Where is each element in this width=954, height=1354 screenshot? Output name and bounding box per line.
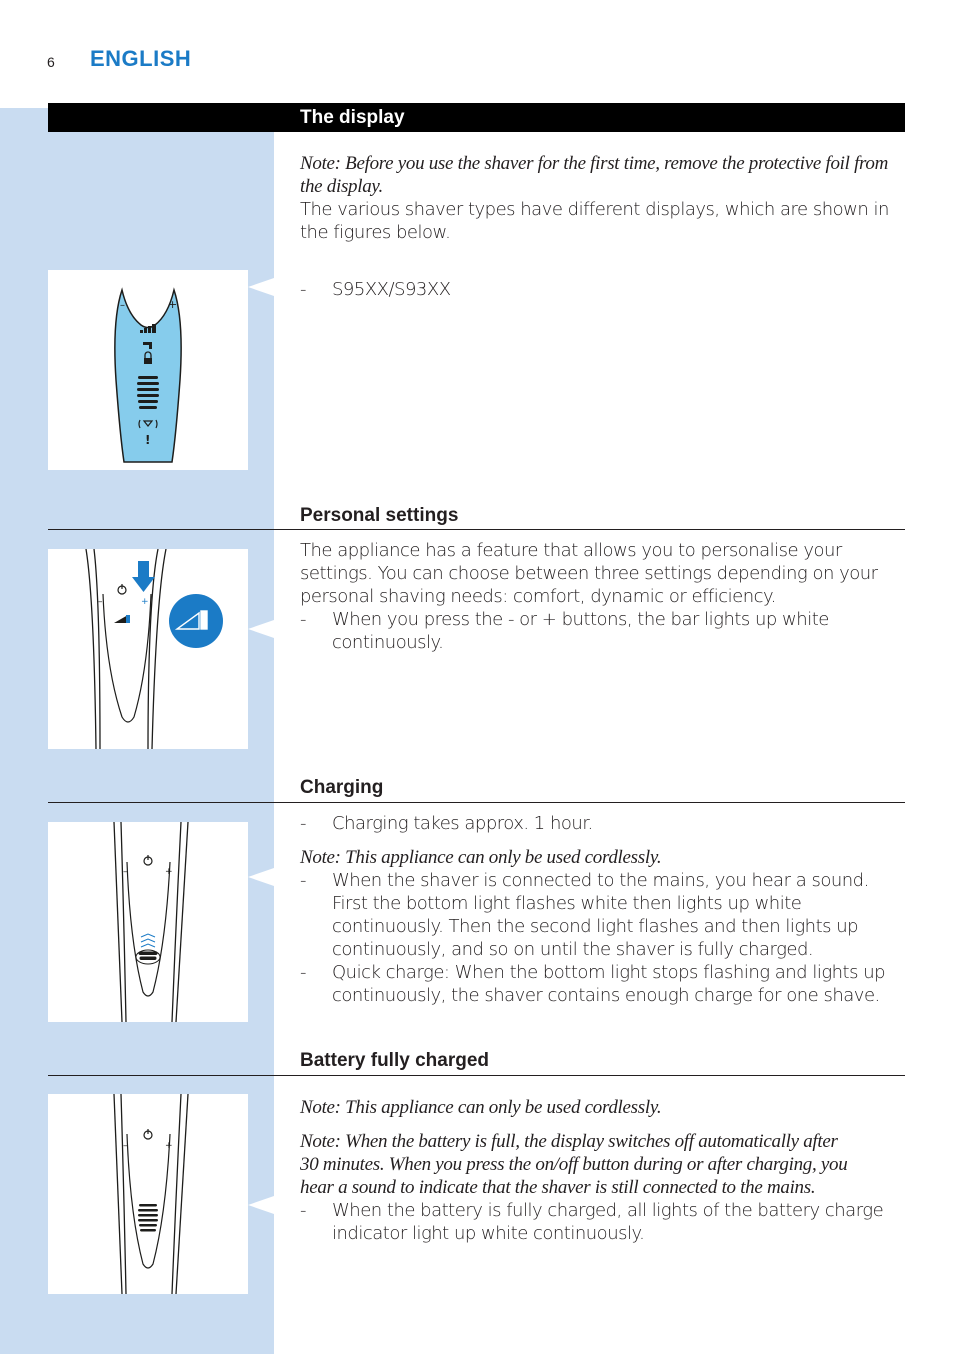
battery-heading: Battery fully charged [300,1050,489,1071]
charging-figure [48,822,248,1022]
power-icon [118,584,126,594]
shaver-display-illustration [48,270,248,470]
charging-figure-pointer [248,868,274,886]
minus-icon: – [98,597,103,607]
plus-icon: + [141,597,149,607]
display-note: Note: Before you use the shaver for the first time, remove the protective foil from the display. [300,153,889,197]
language-title: ENGLISH [90,46,192,71]
shaver-settings-illustration [48,549,248,749]
personal-heading: Personal settings [300,505,459,526]
battery-rule [48,1075,905,1076]
charging-bullet-1-text: Charging takes approx. 1 hour. [332,813,593,834]
battery-note-1: Note: This appliance can only be used cordlessly. [300,1097,662,1118]
bullet-dash: - [300,870,306,891]
bullet-dash: - [300,279,306,300]
charging-bullet-3 [300,961,906,1007]
charging-heading: Charging [300,777,384,798]
charging-text-block [300,812,906,1007]
display-figure-pointer [248,278,274,296]
battery-text-block [300,1096,906,1245]
personal-paragraph: The appliance has a feature that allows you to personalise your settings. You can choose between three settings depending on your personal shaving needs: comfort, dynamic or efficiency. [300,540,878,607]
bullet-dash: - [300,962,306,983]
full-battery-icon [138,1204,158,1232]
personal-bullet [300,608,906,654]
down-arrow-icon [132,561,155,592]
setting-bars-icon [114,615,130,623]
battery-figure-pointer [248,1196,274,1214]
power-icon [144,1129,152,1139]
page-number: 6 [47,54,55,70]
personal-bullet-text: When you press the - or + buttons, the bar lights up white continuously. [332,609,829,653]
charging-bullet-2-text: When the shaver is connected to the mains, you hear a sound. First the bottom light flashes white then lights up white continuously. Then the second light flashes and then lights up continuously, and so on until the shaver is fully charged. [332,870,869,960]
display-text-block [300,152,906,244]
bullet-dash: - [300,609,306,630]
charging-bullet-3-text: Quick charge: When the bottom light stops flashing and lights up continuously, the shaver contains enough charge for one shave. [332,962,886,1006]
display-heading: The display [300,107,405,128]
plus-icon: + [165,1141,173,1151]
power-icon [144,855,152,865]
minus-icon: – [123,1141,128,1151]
model-list-item [300,278,906,301]
personal-figure [48,549,248,749]
plus-icon: + [165,867,173,877]
battery-note-2: Note: When the battery is full, the display switches off automatically after 30 minutes. When you press the on/off button during or after charging, you hear a sound to indicate that the shaver is still connected to the mains. [300,1131,848,1198]
personal-text-block [300,539,906,654]
battery-bullet-text: When the battery is fully charged, all lights of the battery charge indicator light up white continuously. [332,1200,884,1244]
shaver-full-battery-illustration [48,1094,248,1294]
charging-bullet-1 [300,812,906,835]
shaver-charging-illustration [48,822,248,1022]
charging-note: Note: This appliance can only be used cordlessly. [300,847,662,868]
charging-bullet-2 [300,869,906,961]
model-label: S95XX/S93XX [332,279,451,300]
personal-figure-pointer [248,620,274,638]
display-intro: The various shaver types have different displays, which are shown in the figures below. [300,199,889,243]
setting-zoom-circle [169,594,223,648]
display-model-list [300,278,906,301]
alert-icon: ! [145,433,151,447]
display-section-bar [48,103,905,132]
minus-icon: – [120,300,125,311]
display-figure [48,270,248,470]
battery-figure [48,1094,248,1294]
minus-icon: – [123,867,128,877]
personal-rule [48,529,905,530]
plus-icon: + [168,298,178,311]
bullet-dash: - [300,1200,306,1221]
battery-bullet [300,1199,906,1245]
charging-rule [48,802,905,803]
bullet-dash: - [300,813,306,834]
charging-light-icon [136,934,160,964]
